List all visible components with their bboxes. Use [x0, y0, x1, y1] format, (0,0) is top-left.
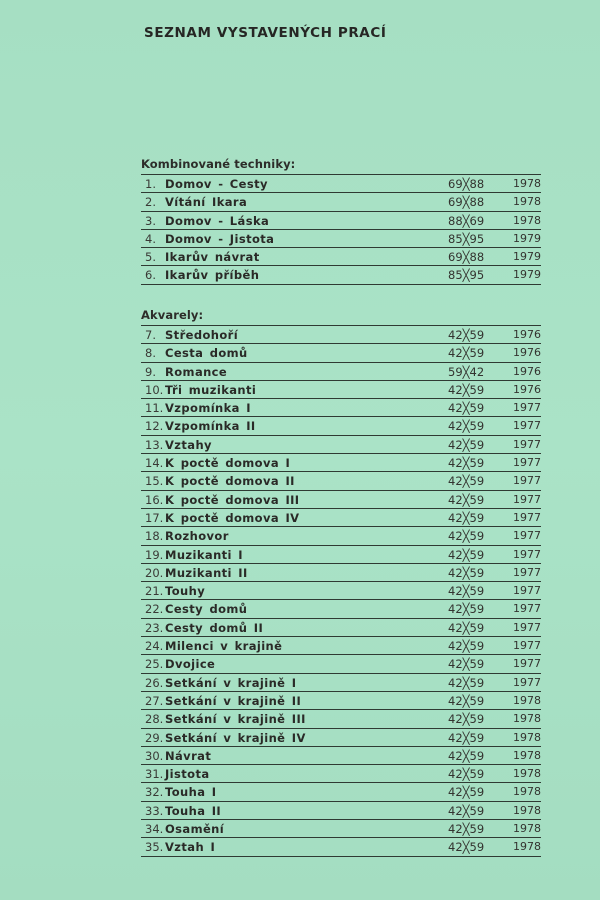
item-number: 16.: [145, 492, 164, 507]
section-heading-watercolors: Akvarely:: [141, 308, 204, 322]
item-number: 28.: [145, 712, 164, 727]
item-number: 10.: [145, 382, 164, 397]
item-dimensions: 42╳59: [448, 785, 485, 800]
table-row: [141, 266, 541, 284]
item-number: 19.: [145, 547, 164, 562]
item-year: 1977: [513, 419, 541, 433]
table-row: [141, 582, 541, 600]
item-year: 1978: [513, 767, 541, 781]
item-year: 1977: [513, 492, 541, 506]
item-number: 17.: [145, 510, 164, 525]
table-row: [141, 729, 541, 747]
item-year: 1978: [513, 195, 541, 209]
item-dimensions: 42╳59: [448, 693, 485, 708]
item-year: 1977: [513, 437, 541, 451]
item-year: 1978: [513, 730, 541, 744]
item-title: Touhy: [165, 584, 206, 599]
item-dimensions: 42╳59: [448, 602, 485, 617]
item-dimensions: 88╳69: [448, 213, 485, 228]
table-row: [141, 692, 541, 710]
item-year: 1977: [513, 675, 541, 689]
item-number: 22.: [145, 602, 164, 617]
table-row: [141, 230, 541, 248]
item-year: 1978: [513, 785, 541, 799]
item-year: 1979: [513, 231, 541, 245]
table-row: [141, 193, 541, 211]
item-year: 1978: [513, 712, 541, 726]
item-dimensions: 59╳42: [448, 364, 485, 379]
item-dimensions: 42╳59: [448, 529, 485, 544]
item-number: 18.: [145, 529, 164, 544]
table-row: [141, 326, 541, 344]
table-row: [141, 417, 541, 435]
item-dimensions: 42╳59: [448, 456, 485, 471]
item-title: Návrat: [165, 748, 212, 763]
item-title: Muzikanti II: [165, 565, 248, 580]
item-number: 12.: [145, 419, 164, 434]
table-row: [141, 655, 541, 673]
item-title: Milenci v krajině: [165, 639, 283, 654]
item-year: 1977: [513, 456, 541, 470]
item-number: 8.: [145, 346, 156, 361]
table-row: [141, 783, 541, 801]
item-dimensions: 42╳59: [448, 657, 485, 672]
item-dimensions: 42╳59: [448, 730, 485, 745]
item-number: 27.: [145, 693, 164, 708]
table-row: [141, 564, 541, 582]
item-year: 1977: [513, 474, 541, 488]
item-title: Vzpomínka I: [165, 401, 251, 416]
item-title: Vztah I: [165, 840, 216, 855]
item-title: Setkání v krajině I: [165, 675, 297, 690]
table-row: [141, 248, 541, 266]
item-year: 1977: [513, 565, 541, 579]
item-number: 14.: [145, 456, 164, 471]
item-year: 1976: [513, 346, 541, 360]
item-number: 30.: [145, 748, 164, 763]
item-title: Cesty domů II: [165, 620, 264, 635]
table-row: [141, 454, 541, 472]
item-dimensions: 42╳59: [448, 437, 485, 452]
item-dimensions: 69╳88: [448, 195, 485, 210]
item-number: 35.: [145, 840, 164, 855]
works-list-watercolors: [141, 325, 541, 857]
item-title: Setkání v krajině III: [165, 712, 306, 727]
table-row: [141, 765, 541, 783]
item-title: Tři muzikanti: [165, 382, 257, 397]
table-row: [141, 600, 541, 618]
table-row: [141, 619, 541, 637]
item-year: 1977: [513, 401, 541, 415]
table-row: [141, 363, 541, 381]
item-dimensions: 42╳59: [448, 328, 485, 342]
item-number: 5.: [145, 250, 156, 265]
table-row: [141, 546, 541, 564]
item-year: 1978: [513, 693, 541, 707]
item-title: Středohoří: [165, 328, 239, 342]
item-number: 13.: [145, 437, 164, 452]
item-number: 34.: [145, 822, 164, 837]
item-number: 7.: [145, 328, 156, 342]
item-title: Romance: [165, 364, 228, 379]
item-title: K poctě domova III: [165, 492, 300, 507]
item-number: 33.: [145, 803, 164, 818]
item-year: 1977: [513, 510, 541, 524]
item-number: 24.: [145, 639, 164, 654]
table-row: [141, 674, 541, 692]
item-title: Vzpomínka II: [165, 419, 256, 434]
item-dimensions: 42╳59: [448, 840, 485, 855]
item-number: 29.: [145, 730, 164, 745]
item-title: Ikarův příběh: [165, 268, 260, 283]
item-dimensions: 42╳59: [448, 492, 485, 507]
item-title: Rozhovor: [165, 529, 229, 544]
item-dimensions: 85╳95: [448, 268, 485, 283]
item-dimensions: 42╳59: [448, 401, 485, 416]
item-title: Cesta domů: [165, 346, 248, 361]
item-year: 1979: [513, 268, 541, 282]
table-row: [141, 491, 541, 509]
table-row: [141, 527, 541, 545]
item-number: 6.: [145, 268, 156, 283]
item-dimensions: 42╳59: [448, 675, 485, 690]
item-number: 9.: [145, 364, 156, 379]
item-number: 25.: [145, 657, 164, 672]
item-year: 1978: [513, 213, 541, 227]
item-title: K poctě domova II: [165, 474, 295, 489]
item-title: Vítání Ikara: [165, 195, 248, 210]
item-number: 1.: [145, 177, 156, 191]
item-dimensions: 42╳59: [448, 712, 485, 727]
works-list-combined-techniques: [141, 174, 541, 285]
item-year: 1977: [513, 620, 541, 634]
item-year: 1977: [513, 602, 541, 616]
table-row: [141, 212, 541, 230]
item-year: 1976: [513, 364, 541, 378]
item-title: Jistota: [165, 767, 210, 782]
item-year: 1978: [513, 177, 541, 190]
page-title: SEZNAM VYSTAVENÝCH PRACÍ: [144, 25, 387, 41]
item-year: 1978: [513, 840, 541, 854]
table-row: [141, 637, 541, 655]
item-title: Muzikanti I: [165, 547, 243, 562]
item-dimensions: 85╳95: [448, 231, 485, 246]
item-number: 15.: [145, 474, 164, 489]
item-title: Cesty domů: [165, 602, 248, 617]
item-title: Dvojice: [165, 657, 216, 672]
item-number: 4.: [145, 231, 156, 246]
item-year: 1978: [513, 822, 541, 836]
item-dimensions: 42╳59: [448, 803, 485, 818]
table-row: [141, 838, 541, 856]
item-year: 1976: [513, 328, 541, 341]
item-year: 1979: [513, 250, 541, 264]
item-title: Domov - Láska: [165, 213, 270, 228]
item-year: 1976: [513, 382, 541, 396]
table-row: [141, 509, 541, 527]
item-title: Domov - Cesty: [165, 177, 268, 191]
item-year: 1977: [513, 584, 541, 598]
item-dimensions: 42╳59: [448, 584, 485, 599]
item-year: 1978: [513, 803, 541, 817]
item-title: Touha I: [165, 785, 217, 800]
table-row: [141, 710, 541, 728]
item-year: 1977: [513, 529, 541, 543]
item-dimensions: 42╳59: [448, 382, 485, 397]
table-row: [141, 344, 541, 362]
item-year: 1977: [513, 657, 541, 671]
item-dimensions: 42╳59: [448, 767, 485, 782]
item-title: Touha II: [165, 803, 222, 818]
item-number: 2.: [145, 195, 156, 210]
item-dimensions: 42╳59: [448, 510, 485, 525]
item-dimensions: 42╳59: [448, 639, 485, 654]
item-title: K poctě domova IV: [165, 510, 300, 525]
item-dimensions: 42╳59: [448, 620, 485, 635]
section-heading-combined-techniques: Kombinované techniky:: [141, 157, 296, 171]
item-number: 31.: [145, 767, 164, 782]
item-dimensions: 42╳59: [448, 547, 485, 562]
item-number: 23.: [145, 620, 164, 635]
item-title: Ikarův návrat: [165, 250, 260, 265]
table-row: [141, 472, 541, 490]
item-year: 1977: [513, 547, 541, 561]
item-title: Setkání v krajině IV: [165, 730, 306, 745]
item-number: 3.: [145, 213, 156, 228]
item-title: K poctě domova I: [165, 456, 291, 471]
item-number: 32.: [145, 785, 164, 800]
item-dimensions: 42╳59: [448, 822, 485, 837]
item-dimensions: 42╳59: [448, 419, 485, 434]
table-row: [141, 175, 541, 193]
item-title: Osamění: [165, 822, 225, 837]
item-dimensions: 42╳59: [448, 565, 485, 580]
table-row: [141, 820, 541, 838]
item-dimensions: 42╳59: [448, 474, 485, 489]
item-title: Vztahy: [165, 437, 212, 452]
item-title: Domov - Jistota: [165, 231, 275, 246]
item-title: Setkání v krajině II: [165, 693, 302, 708]
item-number: 26.: [145, 675, 164, 690]
item-dimensions: 69╳88: [448, 250, 485, 265]
table-row: [141, 436, 541, 454]
item-year: 1977: [513, 639, 541, 653]
table-row: [141, 802, 541, 820]
table-row: [141, 399, 541, 417]
table-row: [141, 747, 541, 765]
item-year: 1978: [513, 748, 541, 762]
item-dimensions: 42╳59: [448, 346, 485, 361]
item-number: 21.: [145, 584, 164, 599]
item-number: 11.: [145, 401, 164, 416]
item-dimensions: 69╳88: [448, 177, 485, 191]
item-dimensions: 42╳59: [448, 748, 485, 763]
item-number: 20.: [145, 565, 164, 580]
table-row: [141, 381, 541, 399]
